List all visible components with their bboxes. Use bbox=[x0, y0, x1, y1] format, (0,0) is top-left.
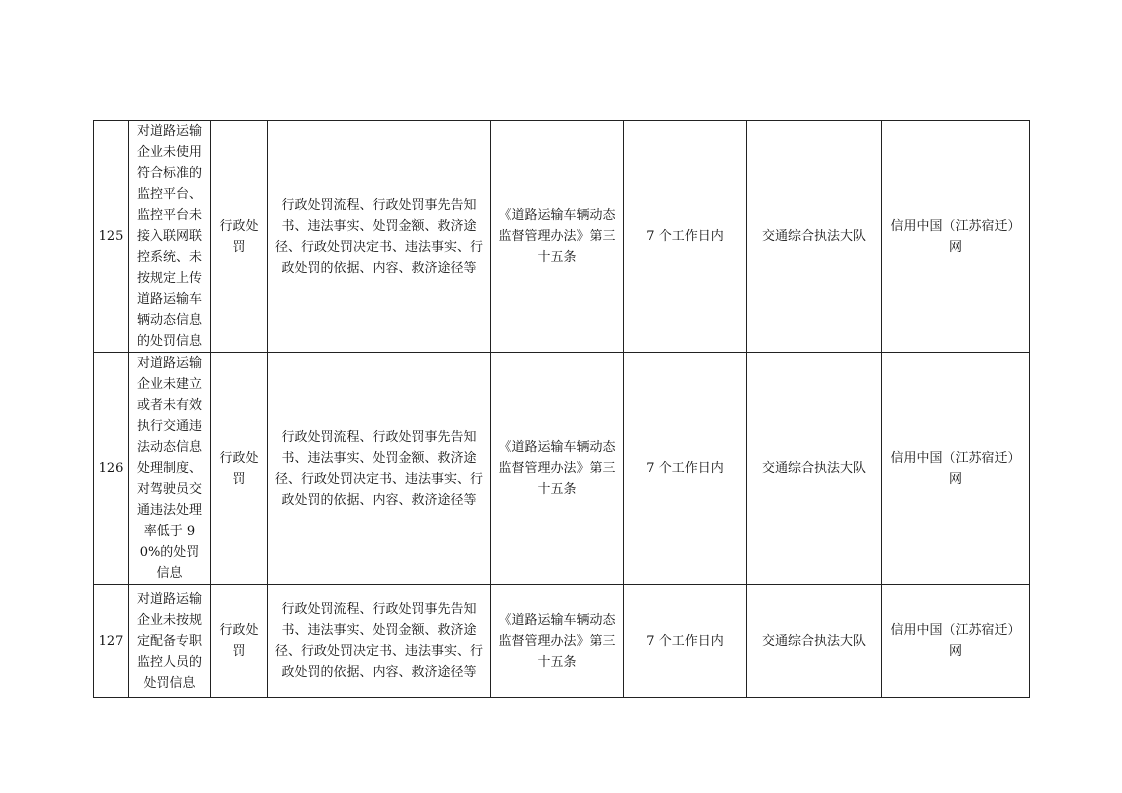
responsible-agency: 交通综合执法大队 bbox=[747, 353, 882, 585]
legal-basis: 《道路运输车辆动态监督管理办法》第三十五条 bbox=[491, 121, 624, 353]
item-description: 对道路运输企业未按规定配备专职监控人员的处罚信息 bbox=[129, 585, 211, 698]
responsible-agency: 交通综合执法大队 bbox=[747, 121, 882, 353]
disclosure-type: 行政处罚 bbox=[211, 585, 268, 698]
disclosure-timeline: 7 个工作日内 bbox=[624, 585, 747, 698]
table-row bbox=[94, 121, 1030, 353]
item-description: 对道路运输企业未使用符合标准的监控平台、监控平台未接入联网联控系统、未按规定上传道路运输车辆动态信息的处罚信息 bbox=[129, 121, 211, 353]
disclosure-channel: 信用中国（江苏宿迁）网 bbox=[882, 353, 1030, 585]
disclosure-type: 行政处罚 bbox=[211, 353, 268, 585]
legal-basis: 《道路运输车辆动态监督管理办法》第三十五条 bbox=[491, 585, 624, 698]
responsible-agency: 交通综合执法大队 bbox=[747, 585, 882, 698]
table-row bbox=[94, 585, 1030, 698]
disclosure-content: 行政处罚流程、行政处罚事先告知书、违法事实、处罚金额、救济途径、行政处罚决定书、违法事实、行政处罚的依据、内容、救济途径等 bbox=[268, 121, 491, 353]
item-description: 对道路运输企业未建立或者未有效执行交通违法动态信息处理制度、对驾驶员交通违法处理率低于 90%的处罚信息 bbox=[129, 353, 211, 585]
row-number: 125 bbox=[94, 121, 129, 353]
disclosure-timeline: 7 个工作日内 bbox=[624, 353, 747, 585]
legal-basis: 《道路运输车辆动态监督管理办法》第三十五条 bbox=[491, 353, 624, 585]
disclosure-timeline: 7 个工作日内 bbox=[624, 121, 747, 353]
disclosure-content: 行政处罚流程、行政处罚事先告知书、违法事实、处罚金额、救济途径、行政处罚决定书、违法事实、行政处罚的依据、内容、救济途径等 bbox=[268, 585, 491, 698]
disclosure-content: 行政处罚流程、行政处罚事先告知书、违法事实、处罚金额、救济途径、行政处罚决定书、违法事实、行政处罚的依据、内容、救济途径等 bbox=[268, 353, 491, 585]
disclosure-channel: 信用中国（江苏宿迁）网 bbox=[882, 121, 1030, 353]
row-number: 126 bbox=[94, 353, 129, 585]
disclosure-type: 行政处罚 bbox=[211, 121, 268, 353]
row-number: 127 bbox=[94, 585, 129, 698]
disclosure-table bbox=[93, 120, 1030, 698]
disclosure-channel: 信用中国（江苏宿迁）网 bbox=[882, 585, 1030, 698]
table-row bbox=[94, 353, 1030, 585]
